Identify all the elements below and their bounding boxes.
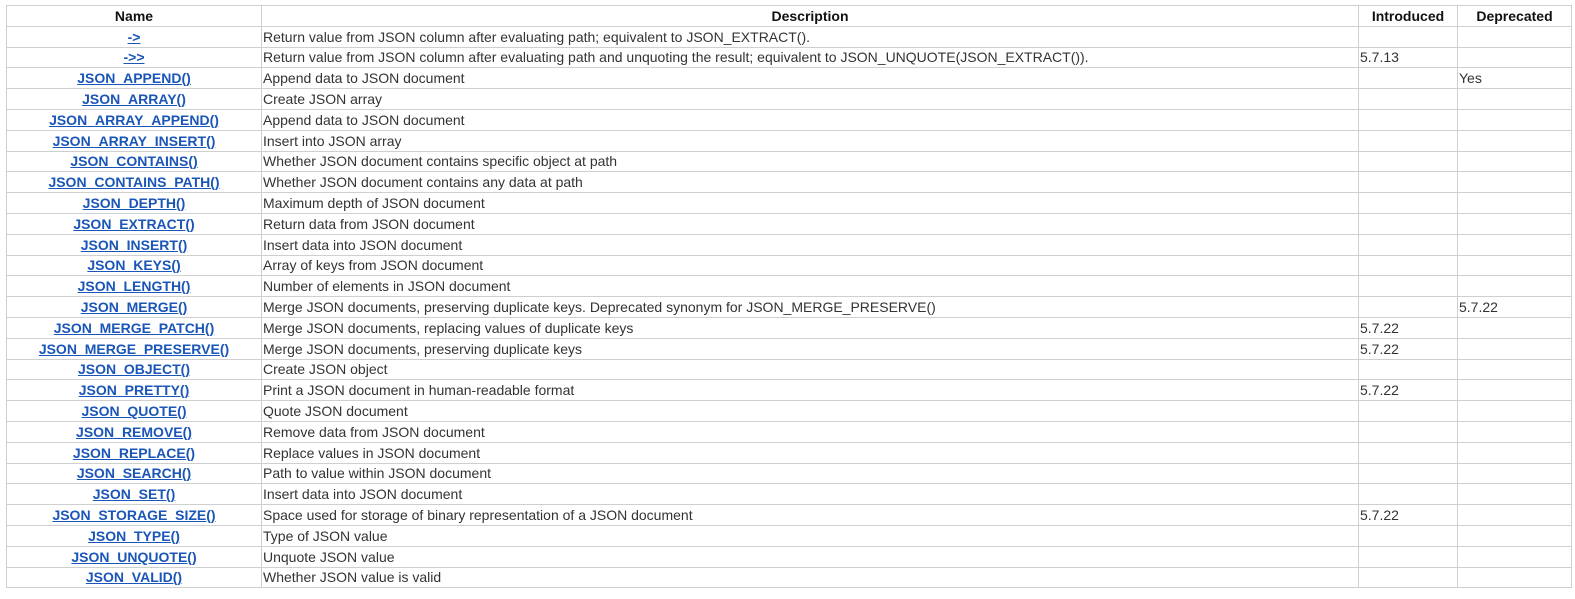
function-name-cell (7, 89, 262, 110)
introduced-version-cell: 5.7.22 (1359, 380, 1458, 401)
function-name-cell (7, 567, 262, 588)
function-name-link[interactable]: JSON_OBJECT() (77, 361, 191, 378)
deprecated-version-cell (1458, 338, 1572, 359)
function-name-cell (7, 26, 262, 47)
header-row (7, 6, 1572, 27)
table-row (7, 151, 1572, 172)
table-row (7, 255, 1572, 276)
introduced-version-cell: 5.7.22 (1359, 317, 1458, 338)
table-body (7, 26, 1572, 588)
function-name-cell (7, 172, 262, 193)
deprecated-version-cell (1458, 463, 1572, 484)
deprecated-version-cell (1458, 505, 1572, 526)
table-row (7, 47, 1572, 68)
deprecated-version-cell (1458, 234, 1572, 255)
function-name-link[interactable]: JSON_ARRAY_APPEND() (49, 111, 219, 128)
deprecated-version-cell (1458, 567, 1572, 588)
function-name-link[interactable]: JSON_VALID() (85, 569, 183, 586)
function-name-link[interactable]: JSON_INSERT() (80, 236, 188, 253)
introduced-version-cell (1359, 546, 1458, 567)
function-description-cell: Create JSON array (262, 89, 1359, 110)
table-row (7, 130, 1572, 151)
deprecated-version-cell (1458, 47, 1572, 68)
introduced-version-cell (1359, 68, 1458, 89)
column-header-deprecated: Deprecated (1458, 6, 1572, 27)
deprecated-version-cell (1458, 276, 1572, 297)
function-description-cell: Array of keys from JSON document (262, 255, 1359, 276)
introduced-version-cell (1359, 421, 1458, 442)
introduced-version-cell (1359, 401, 1458, 422)
deprecated-version-cell (1458, 193, 1572, 214)
function-name-link[interactable]: JSON_REMOVE() (76, 423, 192, 440)
function-name-cell (7, 130, 262, 151)
introduced-version-cell (1359, 567, 1458, 588)
deprecated-version-cell (1458, 359, 1572, 380)
function-name-link[interactable]: JSON_REPLACE() (72, 444, 196, 461)
function-description-cell: Merge JSON documents, preserving duplicate keys. Deprecated synonym for JSON_MERGE_PRESERVE() (262, 297, 1359, 318)
table-row (7, 276, 1572, 297)
introduced-version-cell (1359, 359, 1458, 380)
function-name-link[interactable]: JSON_ARRAY_INSERT() (52, 132, 216, 149)
introduced-version-cell (1359, 26, 1458, 47)
deprecated-version-cell (1458, 255, 1572, 276)
table-row (7, 505, 1572, 526)
function-name-link[interactable]: JSON_MERGE() (80, 299, 188, 316)
deprecated-version-cell (1458, 109, 1572, 130)
function-name-link[interactable]: JSON_CONTAINS() (70, 153, 198, 170)
table-row (7, 68, 1572, 89)
deprecated-version-cell: 5.7.22 (1458, 297, 1572, 318)
table-row (7, 442, 1572, 463)
introduced-version-cell (1359, 463, 1458, 484)
table-row (7, 546, 1572, 567)
table-row (7, 380, 1572, 401)
function-name-cell (7, 234, 262, 255)
function-description-cell: Append data to JSON document (262, 109, 1359, 130)
table-row (7, 89, 1572, 110)
deprecated-version-cell (1458, 89, 1572, 110)
function-name-link[interactable]: JSON_MERGE_PATCH() (53, 319, 215, 336)
introduced-version-cell (1359, 130, 1458, 151)
table-row (7, 234, 1572, 255)
function-name-link[interactable]: JSON_DEPTH() (82, 195, 186, 212)
table-row (7, 338, 1572, 359)
introduced-version-cell (1359, 525, 1458, 546)
deprecated-version-cell (1458, 525, 1572, 546)
column-header-introduced: Introduced (1359, 6, 1458, 27)
table-row (7, 213, 1572, 234)
function-name-cell (7, 546, 262, 567)
function-name-link[interactable]: JSON_LENGTH() (77, 278, 191, 295)
function-description-cell: Whether JSON value is valid (262, 567, 1359, 588)
deprecated-version-cell (1458, 484, 1572, 505)
function-description-cell: Return value from JSON column after evaluating path; equivalent to JSON_EXTRACT(). (262, 26, 1359, 47)
table-row (7, 567, 1572, 588)
function-name-cell (7, 317, 262, 338)
function-description-cell: Insert data into JSON document (262, 484, 1359, 505)
introduced-version-cell (1359, 213, 1458, 234)
function-name-cell (7, 442, 262, 463)
function-description-cell: Insert into JSON array (262, 130, 1359, 151)
function-description-cell: Unquote JSON value (262, 546, 1359, 567)
function-name-cell (7, 525, 262, 546)
function-description-cell: Return value from JSON column after evaluating path and unquoting the result; equivalent to JSON_UNQUOTE(JSON_EXTRACT()). (262, 47, 1359, 68)
function-name-link[interactable]: JSON_MERGE_PRESERVE() (38, 340, 230, 357)
function-name-link[interactable]: JSON_PRETTY() (78, 382, 190, 399)
function-name-link[interactable]: JSON_SET() (92, 486, 176, 503)
table-row (7, 484, 1572, 505)
column-header-description: Description (262, 6, 1359, 27)
function-description-cell: Append data to JSON document (262, 68, 1359, 89)
function-name-link[interactable]: JSON_ARRAY() (82, 91, 186, 108)
function-name-cell (7, 338, 262, 359)
function-name-link[interactable]: JSON_STORAGE_SIZE() (52, 507, 216, 524)
introduced-version-cell: 5.7.22 (1359, 505, 1458, 526)
function-name-link[interactable]: JSON_UNQUOTE() (71, 548, 197, 565)
function-description-cell: Whether JSON document contains specific object at path (262, 151, 1359, 172)
introduced-version-cell (1359, 484, 1458, 505)
table-row (7, 359, 1572, 380)
function-description-cell: Path to value within JSON document (262, 463, 1359, 484)
function-description-cell: Remove data from JSON document (262, 421, 1359, 442)
table-row (7, 297, 1572, 318)
introduced-version-cell: 5.7.22 (1359, 338, 1458, 359)
introduced-version-cell (1359, 109, 1458, 130)
function-description-cell: Return data from JSON document (262, 213, 1359, 234)
function-name-cell (7, 421, 262, 442)
function-name-cell (7, 484, 262, 505)
introduced-version-cell (1359, 276, 1458, 297)
function-name-link[interactable]: -> (127, 28, 141, 45)
function-name-cell (7, 297, 262, 318)
json-functions-table (6, 5, 1572, 588)
function-name-cell (7, 463, 262, 484)
deprecated-version-cell (1458, 442, 1572, 463)
table-row (7, 525, 1572, 546)
deprecated-version-cell (1458, 421, 1572, 442)
table-row (7, 401, 1572, 422)
function-description-cell: Maximum depth of JSON document (262, 193, 1359, 214)
deprecated-version-cell (1458, 151, 1572, 172)
function-description-cell: Whether JSON document contains any data at path (262, 172, 1359, 193)
function-description-cell: Quote JSON document (262, 401, 1359, 422)
function-name-cell (7, 505, 262, 526)
function-name-cell (7, 68, 262, 89)
table-row (7, 463, 1572, 484)
introduced-version-cell (1359, 297, 1458, 318)
function-description-cell: Insert data into JSON document (262, 234, 1359, 255)
table-row (7, 193, 1572, 214)
table-header (7, 6, 1572, 27)
function-name-cell (7, 213, 262, 234)
function-name-cell (7, 359, 262, 380)
deprecated-version-cell (1458, 546, 1572, 567)
function-name-cell (7, 151, 262, 172)
introduced-version-cell: 5.7.13 (1359, 47, 1458, 68)
introduced-version-cell (1359, 442, 1458, 463)
table-row (7, 26, 1572, 47)
function-name-link[interactable]: JSON_KEYS() (87, 257, 181, 274)
function-description-cell: Number of elements in JSON document (262, 276, 1359, 297)
introduced-version-cell (1359, 172, 1458, 193)
function-name-cell (7, 109, 262, 130)
table-row (7, 421, 1572, 442)
deprecated-version-cell (1458, 130, 1572, 151)
function-description-cell: Space used for storage of binary representation of a JSON document (262, 505, 1359, 526)
deprecated-version-cell: Yes (1458, 68, 1572, 89)
function-name-link[interactable]: JSON_TYPE() (88, 527, 180, 544)
function-name-cell (7, 193, 262, 214)
deprecated-version-cell (1458, 401, 1572, 422)
function-name-cell (7, 401, 262, 422)
function-name-cell (7, 255, 262, 276)
function-name-link[interactable]: JSON_APPEND() (77, 70, 191, 87)
deprecated-version-cell (1458, 172, 1572, 193)
function-description-cell: Merge JSON documents, preserving duplicate keys (262, 338, 1359, 359)
introduced-version-cell (1359, 234, 1458, 255)
deprecated-version-cell (1458, 380, 1572, 401)
function-name-link[interactable]: JSON_QUOTE() (81, 403, 187, 420)
introduced-version-cell (1359, 89, 1458, 110)
introduced-version-cell (1359, 255, 1458, 276)
function-name-link[interactable]: JSON_EXTRACT() (73, 215, 195, 232)
function-description-cell: Print a JSON document in human-readable format (262, 380, 1359, 401)
deprecated-version-cell (1458, 317, 1572, 338)
function-description-cell: Type of JSON value (262, 525, 1359, 546)
function-name-link[interactable]: JSON_SEARCH() (76, 465, 192, 482)
introduced-version-cell (1359, 151, 1458, 172)
table-row (7, 109, 1572, 130)
deprecated-version-cell (1458, 213, 1572, 234)
introduced-version-cell (1359, 193, 1458, 214)
function-description-cell: Create JSON object (262, 359, 1359, 380)
function-name-link[interactable]: JSON_CONTAINS_PATH() (48, 174, 220, 191)
column-header-name: Name (7, 6, 262, 27)
function-description-cell: Replace values in JSON document (262, 442, 1359, 463)
function-name-cell (7, 47, 262, 68)
function-description-cell: Merge JSON documents, replacing values of duplicate keys (262, 317, 1359, 338)
table-row (7, 317, 1572, 338)
function-name-link[interactable]: ->> (123, 49, 145, 66)
deprecated-version-cell (1458, 26, 1572, 47)
table-row (7, 172, 1572, 193)
function-name-cell (7, 276, 262, 297)
function-name-cell (7, 380, 262, 401)
